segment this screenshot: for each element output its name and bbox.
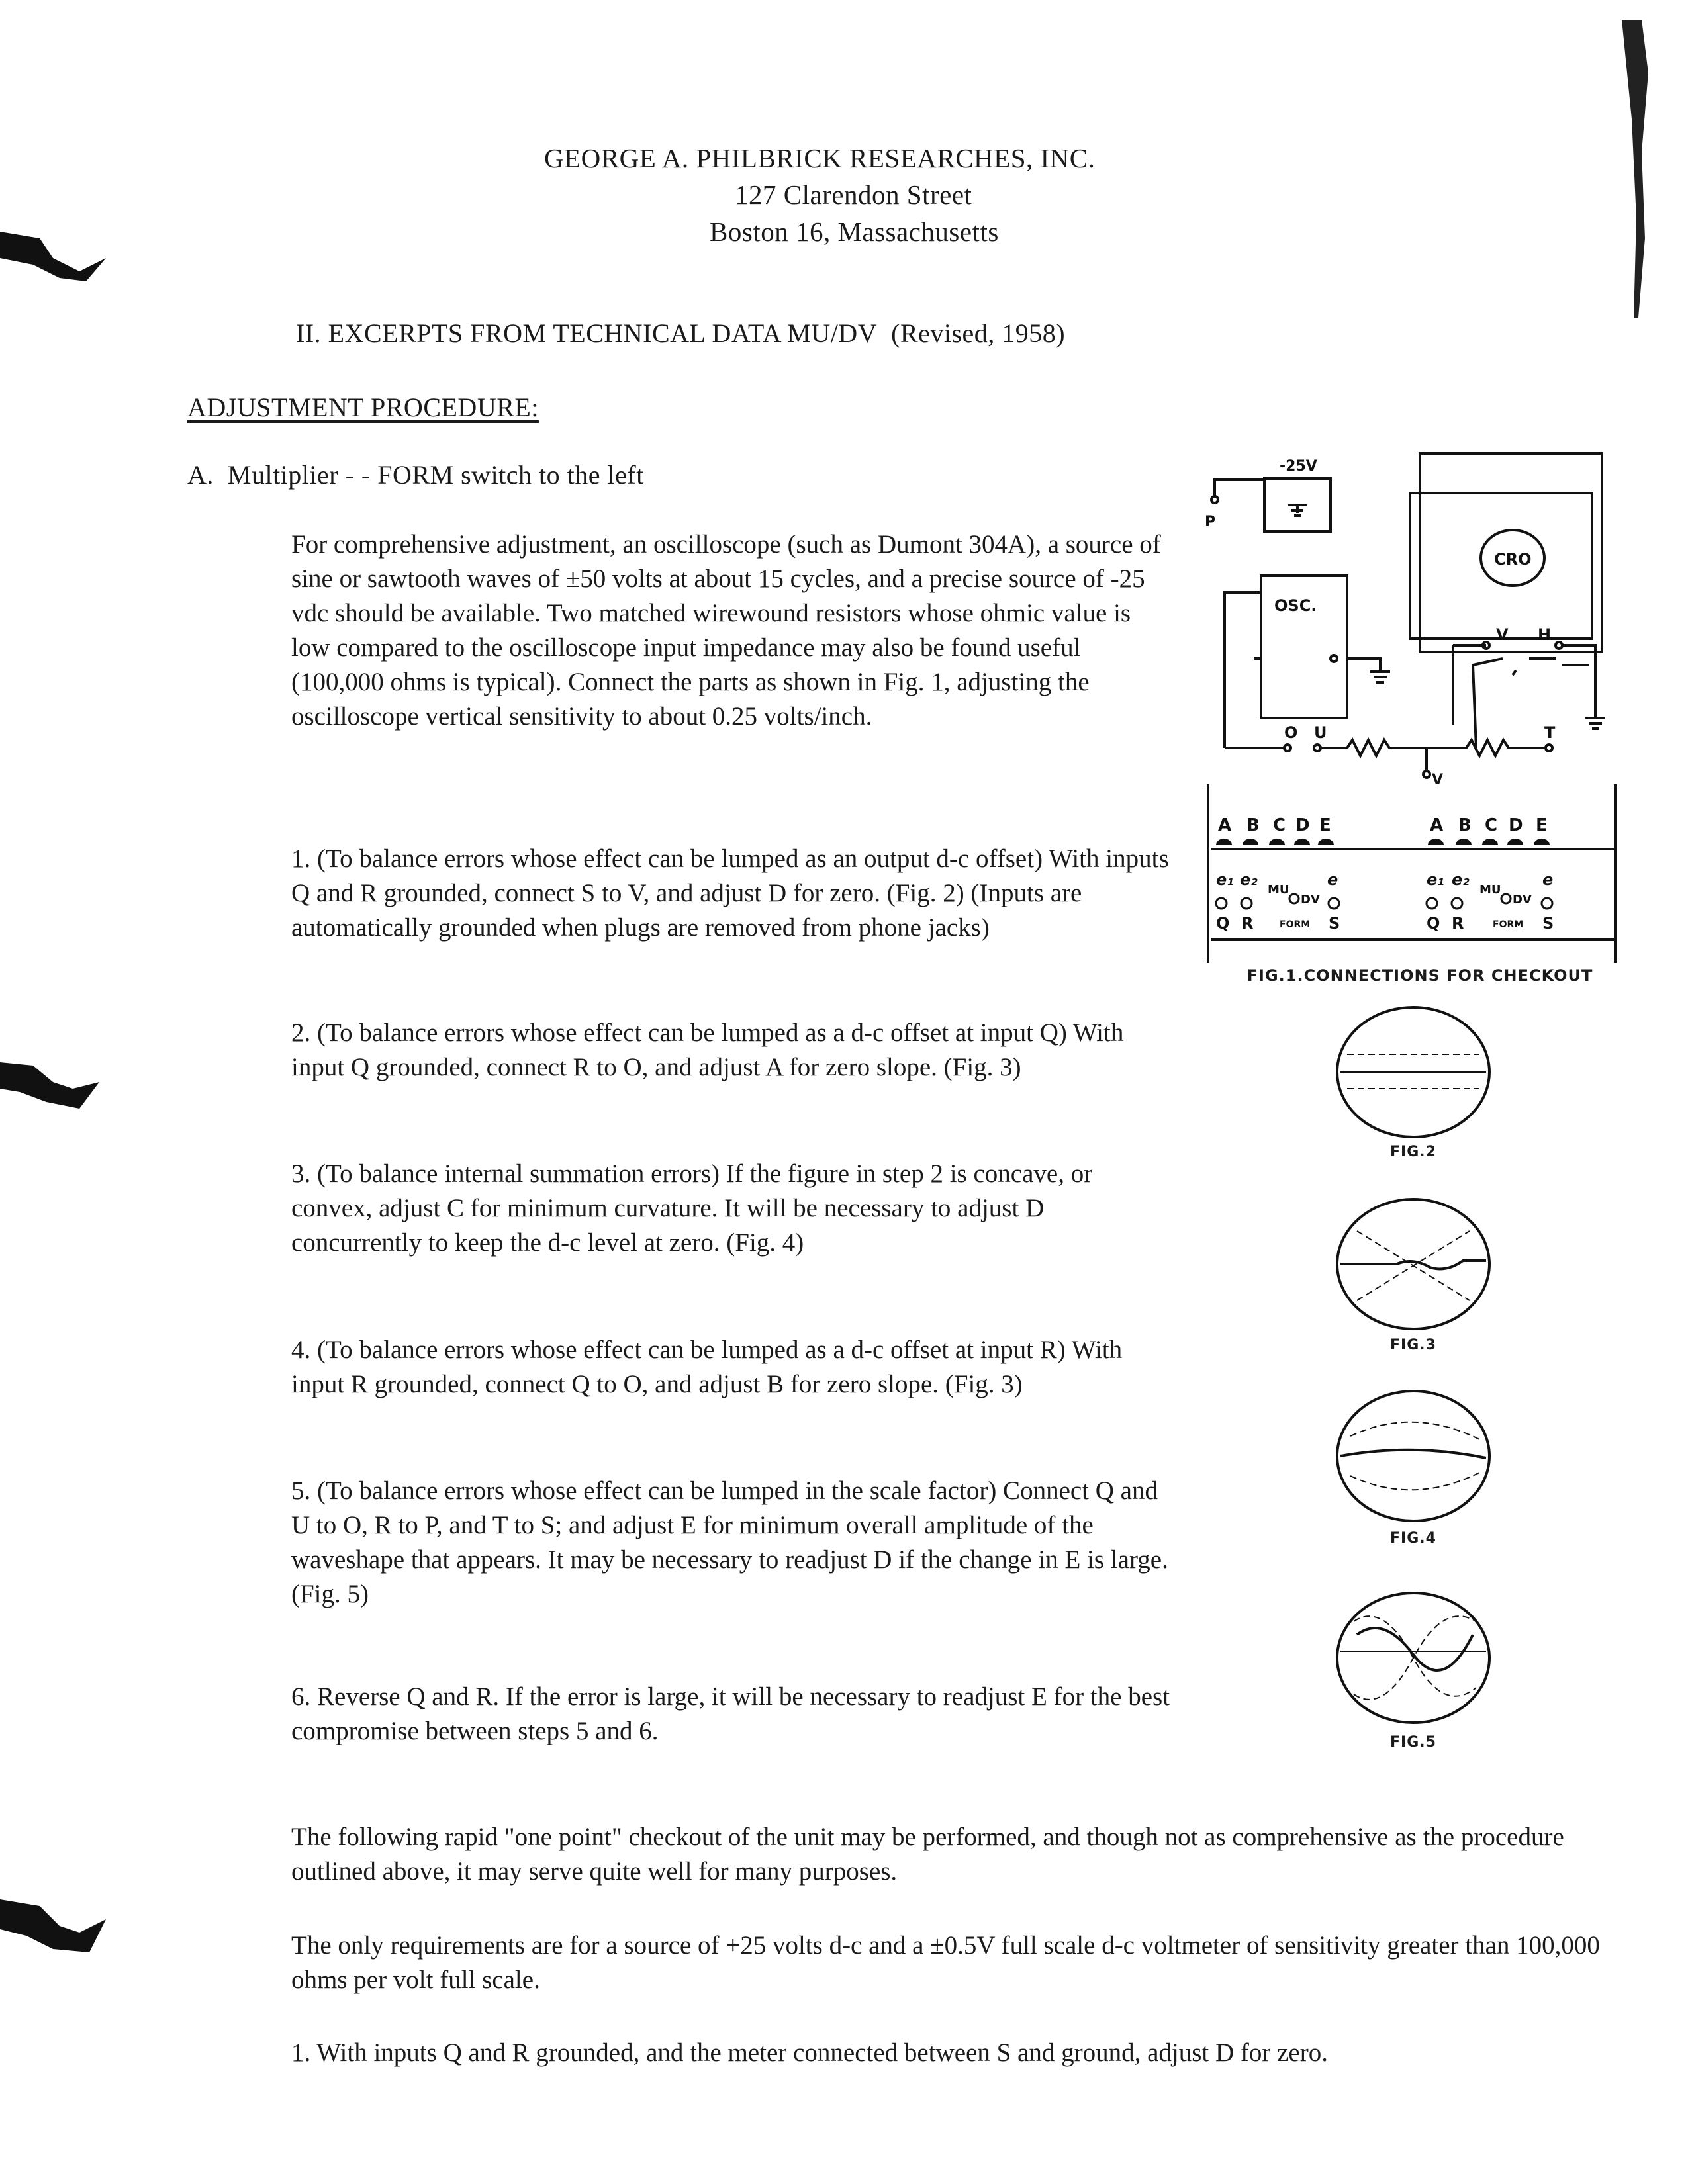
e-out-label: e	[1327, 870, 1338, 889]
e2-label-2: e₂	[1452, 870, 1470, 889]
cro-label: CRO	[1494, 550, 1532, 569]
mu-label-2: MU	[1479, 883, 1501, 897]
pot-e: E	[1319, 815, 1331, 835]
step-5: 5. (To balance errors whose effect can be lumped in the scale factor) Connect Q and U to O, R to P, and T to S; and adjust E for minimum overall amplitude of the waveshape that appears. It may be necessary to readjust D if the change in E is large. (Fig. 5)	[291, 1477, 1168, 1608]
checkout-step-1: 1. With inputs Q and R grounded, and the meter connected between S and ground, adjust D for zero.	[291, 2038, 1328, 2067]
supply-ground	[1288, 505, 1307, 516]
figure-2-scope	[1331, 1003, 1496, 1142]
supply-label: -25V	[1280, 458, 1317, 475]
e-out-label-2: e	[1542, 870, 1554, 889]
pot-row-left	[1218, 815, 1331, 835]
scan-smudge-left-1	[0, 218, 113, 291]
u-terminal	[1314, 745, 1321, 751]
requirements-paragraph: The only requirements are for a source of +25 volts d-c and a ±0.5V full scale d-c voltmeter of sensitivity greater than 100,000 ohms per volt full scale.	[291, 1931, 1600, 1994]
v-label: V	[1496, 625, 1509, 644]
section-title-text: II. EXCERPTS FROM TECHNICAL DATA MU/DV	[296, 318, 878, 348]
step-2: 2. (To balance errors whose effect can be lumped as a d-c offset at input Q) With input Q grounded, connect R to O, and adjust A for zero slope. (Fig. 3)	[291, 1019, 1124, 1081]
mu-label: MU	[1268, 883, 1289, 897]
o-terminal	[1284, 745, 1291, 751]
figure-1-diagram	[1201, 447, 1625, 963]
scan-edge-right	[1615, 20, 1655, 318]
section-revision: (Revised, 1958)	[891, 318, 1066, 348]
p-wire	[1215, 480, 1264, 498]
multiplier-text: Multiplier - - FORM switch to the left	[227, 460, 644, 490]
step-6: 6. Reverse Q and R. If the error is large, it will be necessary to readjust E for the best compromise between steps 5 and 6.	[291, 1682, 1170, 1745]
e1-label: e₁	[1216, 870, 1234, 889]
left-wire	[1225, 592, 1261, 748]
step-3: 3. (To balance internal summation errors) If the figure in step 2 is concave, or convex, adjust C for minimum curvature. It will be necessary to adjust D concurrently to keep the d-c level at zero. (Fig. 4)	[291, 1160, 1093, 1257]
pot-knobs	[1216, 839, 1550, 845]
section-title	[296, 318, 1065, 349]
o-label: O	[1284, 723, 1298, 742]
company-street: 127 Clarendon Street	[735, 179, 972, 210]
pot-c-2: C	[1485, 815, 1498, 835]
pot-a-2: A	[1430, 815, 1444, 835]
company-name: GEORGE A. PHILBRICK RESEARCHES, INC.	[544, 143, 1096, 173]
step-1: 1. (To balance errors whose effect can be lumped as an output d-c offset) With inputs Q and R grounded, connect S to V, and adjust D for zero. (Fig. 2) (Inputs are automatically grounded when plugs are removed from phone jacks)	[291, 844, 1169, 942]
e1-label-2: e₁	[1427, 870, 1444, 889]
dash-2	[1529, 659, 1589, 665]
pot-d-2: D	[1509, 815, 1523, 835]
figure-5-scope	[1331, 1588, 1496, 1727]
h-label: H	[1538, 625, 1552, 644]
adjustment-heading: ADJUSTMENT PROCEDURE:	[187, 392, 539, 422]
resistor-1	[1321, 740, 1427, 756]
scan-smudge-left-2	[0, 1056, 106, 1122]
v-bottom-label: V	[1432, 772, 1444, 788]
h-terminal	[1556, 642, 1562, 649]
dash-1	[1513, 670, 1516, 675]
p-terminal	[1211, 496, 1218, 503]
intro-paragraph: For comprehensive adjustment, an oscilloscope (such as Dumont 304A), a source of sine or sawtooth waves of ±50 volts at about 15 cycles, and a precise source of -25 vdc should be available. Two matched wirewound resistors whose ohmic value is low compared to the oscilloscope input impedance may also be found useful (100,000 ohms is typical). Connect the parts as shown in Fig. 1, adjusting the oscilloscope vertical sensitivity to about 0.25 volts/inch.	[291, 530, 1161, 731]
pot-e-2: E	[1536, 815, 1548, 835]
pot-a: A	[1218, 815, 1232, 835]
figure-3-caption: FIG.3	[1390, 1337, 1436, 1353]
figure-4-caption: FIG.4	[1390, 1530, 1436, 1547]
form-label-2: FORM	[1493, 919, 1524, 930]
r-label: R	[1241, 914, 1254, 933]
r-label-2: R	[1452, 914, 1464, 933]
jack-circles	[1216, 894, 1552, 909]
figure-5-caption: FIG.5	[1390, 1734, 1436, 1751]
dv-label: DV	[1301, 893, 1320, 907]
osc-label: OSC.	[1274, 596, 1317, 615]
s-label-2: S	[1542, 914, 1554, 933]
form-label: FORM	[1280, 919, 1311, 930]
multiplier-heading	[187, 459, 644, 490]
cro-ground	[1585, 705, 1605, 729]
resistor-2	[1427, 740, 1546, 756]
osc-ground	[1370, 672, 1390, 682]
v-bottom-terminal	[1423, 771, 1430, 778]
pot-c: C	[1273, 815, 1286, 835]
figure-2-caption: FIG.2	[1390, 1144, 1436, 1160]
dv-label-2: DV	[1513, 893, 1532, 907]
pot-b: B	[1246, 815, 1260, 835]
osc-output	[1254, 659, 1380, 672]
scan-smudge-left-3	[0, 1893, 113, 1966]
t-terminal	[1546, 745, 1552, 751]
q-label-2: Q	[1427, 914, 1440, 933]
p-label: P	[1205, 514, 1216, 530]
v-wire	[1453, 645, 1486, 725]
t-label: T	[1544, 723, 1556, 742]
figure-4-scope	[1331, 1387, 1496, 1525]
step-4: 4. (To balance errors whose effect can be lumped as a d-c offset at input R) With input R grounded, connect Q to O, and adjust B for zero slope. (Fig. 3)	[291, 1336, 1123, 1398]
company-city: Boston 16, Massachusetts	[710, 216, 999, 247]
pot-row-right	[1430, 815, 1548, 835]
osc-terminal	[1331, 655, 1337, 662]
multiplier-label: A.	[187, 460, 214, 490]
pot-b-2: B	[1458, 815, 1472, 835]
figure-1-caption: FIG.1.CONNECTIONS FOR CHECKOUT	[1246, 966, 1593, 985]
pot-d: D	[1295, 815, 1310, 835]
q-label: Q	[1216, 914, 1230, 933]
s-label: S	[1329, 914, 1340, 933]
h-wire	[1562, 645, 1595, 705]
checkout-intro: The following rapid "one point" checkout of the unit may be performed, and though not as comprehensive as the procedure outlined above, it may serve quite well for many purposes.	[291, 1823, 1564, 1886]
figure-3-scope	[1331, 1195, 1496, 1334]
u-label: U	[1314, 723, 1327, 742]
cross-wire	[1473, 659, 1503, 748]
e2-label: e₂	[1240, 870, 1258, 889]
